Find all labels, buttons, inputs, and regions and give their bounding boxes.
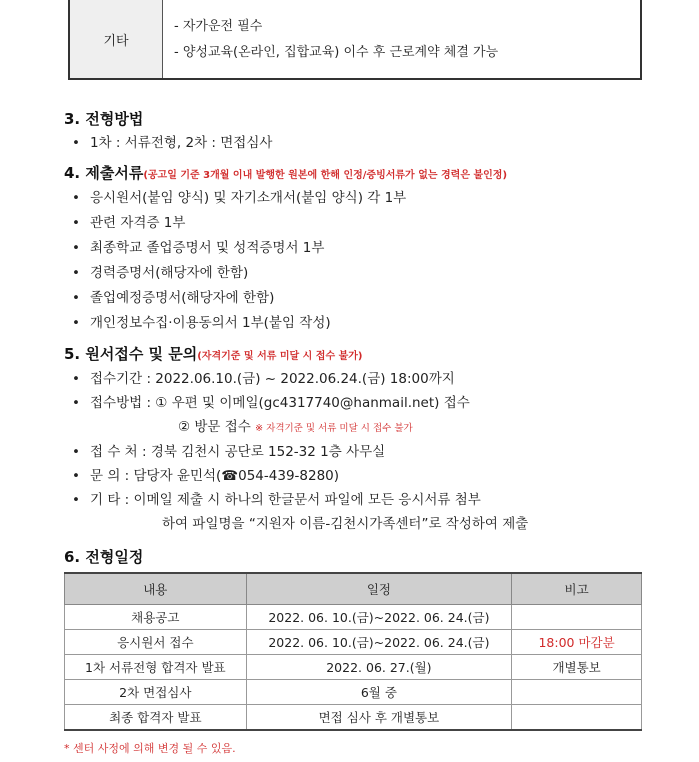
section-5-contact: • 문 의 : 담당자 윤민석(☎054-439-8280) — [72, 468, 340, 484]
section-3-title: 3. 전형방법 — [64, 110, 144, 128]
schedule-cell: 채용공고 — [65, 605, 247, 630]
schedule-cell: 면접 심사 후 개별통보 — [246, 705, 512, 731]
schedule-header-note: 비고 — [512, 573, 642, 605]
section-4-item-6: • 개인정보수집·이용동의서 1부(붙임 작성) — [72, 315, 331, 331]
schedule-cell — [512, 705, 642, 731]
section-4-item-4: • 경력증명서(해당자에 한함) — [72, 265, 249, 281]
section-5-method-2-note: ※ 자격기준 및 서류 미달 시 접수 불가 — [255, 423, 413, 434]
schedule-cell: 2022. 06. 10.(금)~2022. 06. 24.(금) — [246, 605, 512, 630]
table-row — [65, 705, 642, 731]
schedule-cell: 2차 면접심사 — [65, 680, 247, 705]
schedule-cell: 최종 합격자 발표 — [65, 705, 247, 731]
section-4-item-3: • 최종학교 졸업증명서 및 성적증명서 1부 — [72, 240, 325, 256]
etc-table — [68, 0, 642, 80]
schedule-cell: 개별통보 — [512, 655, 642, 680]
table-row — [65, 605, 642, 630]
section-4-item-5: • 졸업예정증명서(해당자에 한함) — [72, 290, 275, 306]
schedule-footnote: * 센터 사정에 의해 변경 될 수 있음. — [64, 742, 236, 755]
schedule-cell — [512, 605, 642, 630]
etc-line-1: - 자가운전 필수 — [174, 19, 263, 34]
section-5-method-1: • 접수방법 : ① 우편 및 이메일(gc4317740@hanmail.net) 접수 — [72, 395, 470, 411]
schedule-header-date: 일정 — [246, 573, 512, 605]
section-5-etc-1: • 기 타 : 이메일 제출 시 하나의 한글문서 파일에 모든 응시서류 첨부 — [72, 492, 481, 508]
section-5-etc-2: 하여 파일명을 “지원자 이름-김천시가족센터”로 작성하여 제출 — [162, 516, 529, 532]
section-5-address: • 접 수 처 : 경북 김천시 공단로 152-32 1층 사무실 — [72, 444, 386, 460]
schedule-cell: 2022. 06. 10.(금)~2022. 06. 24.(금) — [246, 630, 512, 655]
table-row — [65, 655, 642, 680]
schedule-cell: 6월 중 — [246, 680, 512, 705]
section-5-note: (자격기준 및 서류 미달 시 접수 불가) — [197, 351, 363, 362]
etc-lines — [174, 14, 498, 66]
schedule-cell: 2022. 06. 27.(월) — [246, 655, 512, 680]
schedule-cell — [512, 680, 642, 705]
schedule-cell: 18:00 마감분 — [512, 630, 642, 655]
etc-line-2: - 양성교육(온라인, 집합교육) 이수 후 근로계약 체결 가능 — [174, 45, 499, 60]
section-4-note: (공고일 기준 3개월 이내 발행한 원본에 한해 인정/증빙서류가 없는 경력은 불인정) — [143, 170, 508, 181]
schedule-cell: 1차 서류전형 합격자 발표 — [65, 655, 247, 680]
section-3-item: • 1차 : 서류전형, 2차 : 면접심사 — [72, 135, 273, 151]
etc-label: 기타 — [70, 0, 163, 78]
schedule-header-row — [65, 573, 642, 605]
section-4-title: 4. 제출서류(공고일 기준 3개월 이내 발행한 원본에 한해 인정/증빙서류가 없는 경력은 불인정) — [64, 164, 508, 182]
section-4-item-1: • 응시원서(붙임 양식) 및 자기소개서(붙임 양식) 각 1부 — [72, 190, 407, 206]
section-6-title: 6. 전형일정 — [64, 548, 144, 566]
section-5-period: • 접수기간 : 2022.06.10.(금) ~ 2022.06.24.(금) 18:00까지 — [72, 371, 455, 387]
table-row — [65, 630, 642, 655]
schedule-header-content: 내용 — [65, 573, 247, 605]
schedule-table — [64, 572, 642, 731]
table-row — [65, 680, 642, 705]
section-4-item-2: • 관련 자격증 1부 — [72, 215, 186, 231]
section-5-title: 5. 원서접수 및 문의(자격기준 및 서류 미달 시 접수 불가) — [64, 345, 363, 363]
schedule-cell: 응시원서 접수 — [65, 630, 247, 655]
section-5-method-2: ② 방문 접수 ※ 자격기준 및 서류 미달 시 접수 불가 — [178, 419, 413, 435]
